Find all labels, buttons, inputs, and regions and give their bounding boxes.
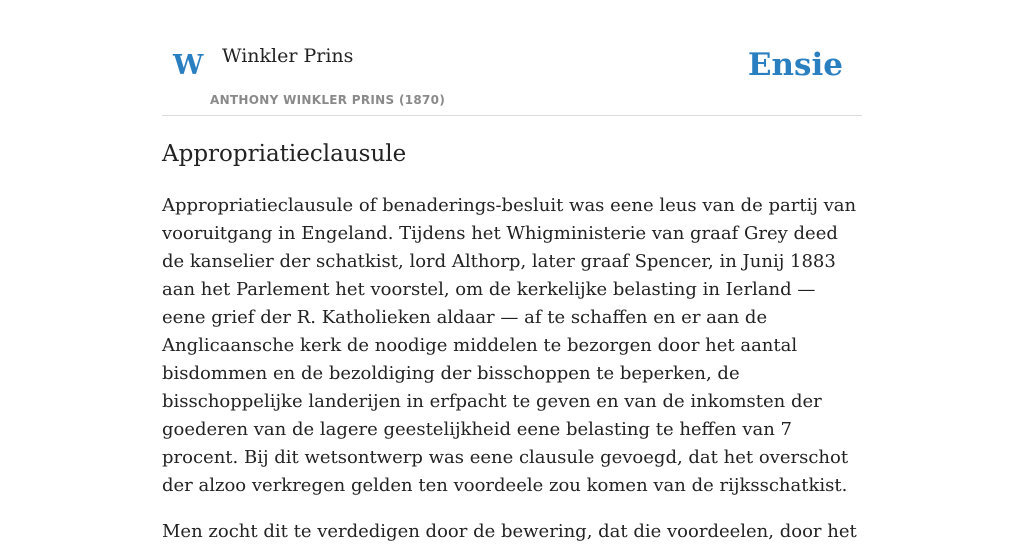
source-header xyxy=(162,0,862,116)
page xyxy=(162,0,862,546)
source-logo-icon[interactable]: W xyxy=(173,50,204,81)
ensie-logo[interactable]: Ensie xyxy=(747,47,843,83)
source-title[interactable]: Winkler Prins xyxy=(222,45,354,67)
article-paragraph: Men zocht dit te verdedigen door de bewering, dat die voordeelen, door het xyxy=(162,520,857,542)
article-paragraph: Appropriatieclausule of benaderings-besluit was eene leus van de partij van vooruitgang in Engeland. Tijdens het Whigministerie van graaf Grey deed de kanselier der schatkist, lord Althorp, later graaf Spencer, in Junij 1883 aan het Parlement het voorstel, om de kerkelijke belasting in Ierland — eene grief der R. Katholieken aldaar — af te schaffen en er aan de Anglicaansche kerk de noodige middelen te bezorgen door het aantal bisdommen en de bezoldiging der bisschoppen te beperken, de bisschoppelijke landerijen in erfpacht te geven en van de inkomsten der goederen van de lagere geestelijkheid eene belasting te heffen van 7 procent. Bij dit wetsontwerp was eene clausule gevoegd, dat het overschot der alzoo verkregen gelden ten voordeele zou komen van de rijksschatkist. xyxy=(162,194,857,496)
article-title: Appropriatieclausule xyxy=(162,141,407,167)
source-author: ANTHONY WINKLER PRINS (1870) xyxy=(210,93,446,107)
